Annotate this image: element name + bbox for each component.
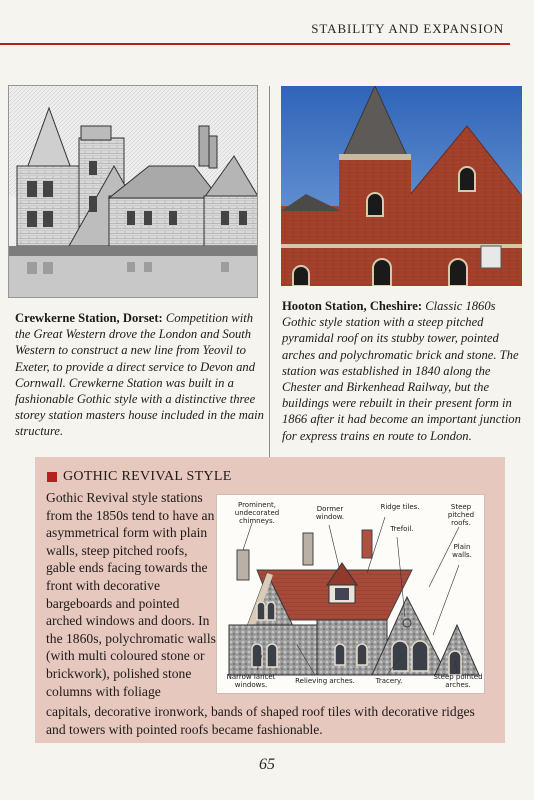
label-dormer: Dormer window. (315, 505, 345, 521)
label-steep-roofs: Steep pitched roofs. (447, 503, 475, 527)
crewkerne-caption-body: Competition with the Great Western drove the London and South Western to construct a new line from Yeovil to Exeter, to provide a direct service to Devon and Cornwall. Crewkerne Station was built in a fashionable Gothic style with a distinctive three storey station masters house included in the main structure. (15, 311, 264, 439)
hooton-station-photo (281, 86, 522, 286)
label-plain-walls: Plain walls. (452, 543, 472, 559)
gothic-revival-heading-row (47, 469, 232, 485)
crewkerne-station-photo (8, 85, 258, 298)
gothic-station-illustration (216, 494, 485, 694)
red-square-bullet-icon (47, 472, 57, 482)
gothic-revival-heading: GOTHIC REVIVAL STYLE (63, 469, 232, 484)
hooton-caption-body: Classic 1860s Gothic style station with a steep pitched pyramidal roof on its stubby tower, pointed arches and polychromatic brick and stone. The station was established in 1840 along the Chester and Birkenhead Railway, but the buildings were rebuilt in their present form in 1866 after it had become an important junction for express trains en route to London. (282, 299, 521, 443)
label-tracery: Tracery. (375, 677, 403, 685)
hooton-caption (282, 298, 522, 444)
label-ridge-tiles: Ridge tiles. (380, 503, 420, 511)
label-trefoil: Trefoil. (390, 525, 414, 533)
label-chimneys: Prominent, undecorated chimneys. (234, 501, 280, 525)
label-lancet-windows: Narrow lancet windows. (226, 673, 276, 689)
header-rule (0, 43, 510, 45)
label-relieving-arches: Relieving arches. (295, 677, 355, 685)
page-number: 65 (259, 756, 275, 773)
gothic-revival-text-top: Gothic Revival style stations from the 1850s tend to have an asymmetrical form with plain walls, steep pitched roofs, gable ends facing towards the front with decorative bargeboards and pointed arched windows and doors. In the 1860s, polychromatic walls (with multi coloured stone or brickwork), polished stone columns with foliage (46, 490, 216, 699)
column-divider (269, 86, 270, 461)
running-head: STABILITY AND EXPANSION (311, 21, 504, 36)
crewkerne-caption-title: Crewkerne Station, Dorset: (15, 311, 163, 325)
gothic-revival-text-bottom: capitals, decorative ironwork, bands of shaped roof tiles with decorative ridges and towers with pointed roofs became fashionable. (46, 704, 475, 737)
crewkerne-caption (15, 310, 265, 440)
gothic-revival-panel (35, 457, 505, 743)
hooton-caption-title: Hooton Station, Cheshire: (282, 299, 423, 313)
label-pointed-arches: Steep pointed arches. (433, 673, 483, 689)
